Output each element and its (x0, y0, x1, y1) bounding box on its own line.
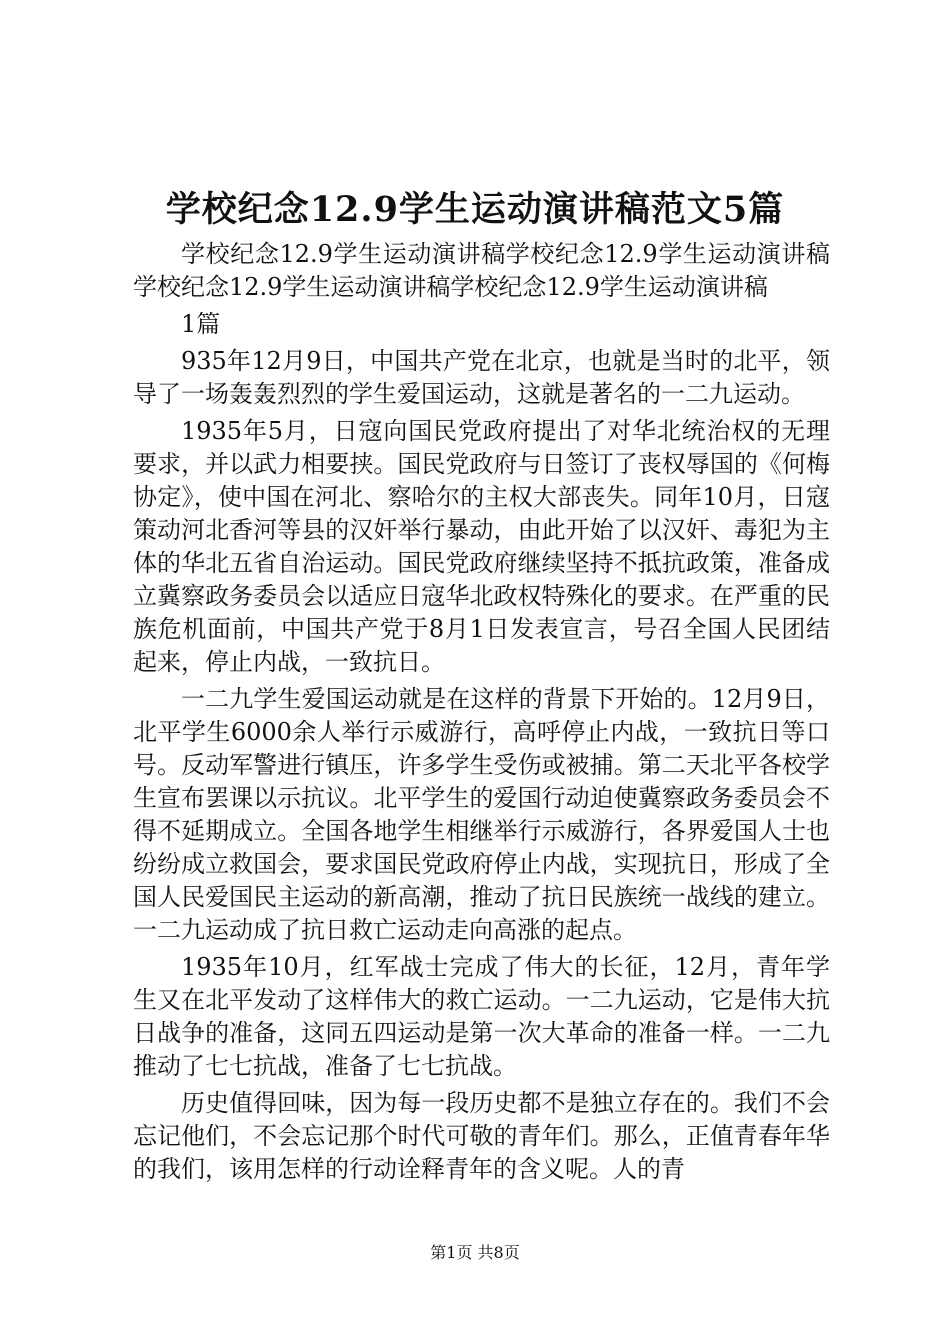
document-body (133, 238, 830, 1190)
body-paragraph: 1935年5月，日寇向国民党政府提出了对华北统治权的无理要求，并以武力相要挟。国民党政府与日签订了丧权辱国的《何梅协定》，使中国在河北、察哈尔的主权大部丧失。同年10月，日寇策动河北香河等县的汉奸举行暴动，由此开始了以汉奸、毒犯为主体的华北五省自治运动。国民党政府继续坚持不抵抗政策，准备成立冀察政务委员会以适应日寇华北政权特殊化的要求。在严重的民族危机面前，中国共产党于8月1日发表宣言，号召全国人民团结起来，停止内战，一致抗日。 (133, 417, 830, 676)
body-paragraph: 935年12月9日，中国共产党在北京，也就是当时的北平，领导了一场轰轰烈烈的学生爱国运动，这就是著名的一二九运动。 (133, 347, 830, 408)
intro-paragraph: 学校纪念12.9学生运动演讲稿学校纪念12.9学生运动演讲稿学校纪念12.9学生运动演讲稿学校纪念12.9学生运动演讲稿 (133, 240, 830, 301)
body-paragraph: 历史值得回味，因为每一段历史都不是独立存在的。我们不会忘记他们，不会忘记那个时代可敬的青年们。那么，正值青春年华的我们，该用怎样的行动诠释青年的含义呢。人的青 (133, 1089, 830, 1183)
document-title: 学校纪念12.9学生运动演讲稿范文5篇 (165, 189, 785, 230)
page-footer: 第1页 共8页 (430, 1243, 520, 1262)
section-label: 1篇 (181, 310, 221, 338)
body-paragraph: 一二九学生爱国运动就是在这样的背景下开始的。12月9日，北平学生6000余人举行示威游行，高呼停止内战，一致抗日等口号。反动军警进行镇压，许多学生受伤或被捕。第二天北平各校学生宣布罢课以示抗议。北平学生的爱国行动迫使冀察政务委员会不得不延期成立。全国各地学生相继举行示威游行，各界爱国人士也纷纷成立救国会，要求国民党政府停止内战，实现抗日，形成了全国人民爱国民主运动的新高潮，推动了抗日民族统一战线的建立。一二九运动成了抗日救亡运动走向高涨的起点。 (133, 685, 830, 944)
body-paragraph: 1935年10月，红军战士完成了伟大的长征，12月，青年学生又在北平发动了这样伟大的救亡运动。一二九运动，它是伟大抗日战争的准备，这同五四运动是第一次大革命的准备一样。一二九推动了七七抗战，准备了七七抗战。 (133, 953, 830, 1080)
